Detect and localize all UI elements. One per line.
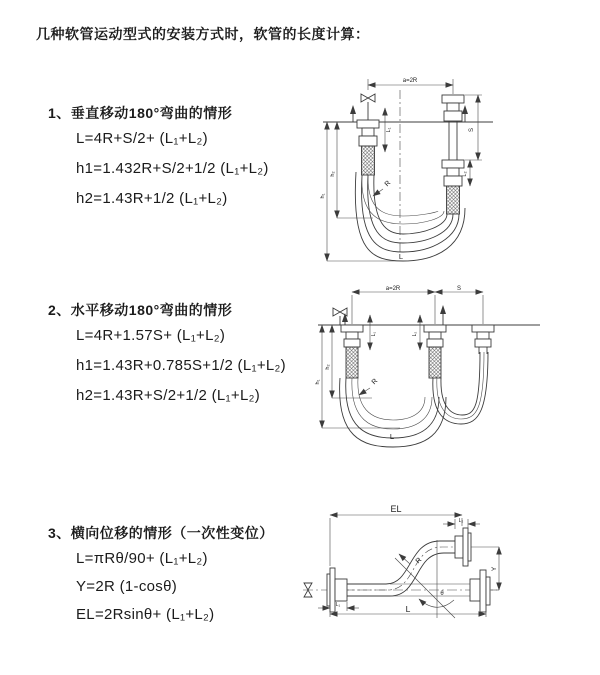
- braided-hose-section: [447, 186, 460, 214]
- dim-label-l1: L₁: [386, 127, 392, 133]
- section-1-formula-L: L=4R+S/2+ (L₁+L₂): [76, 130, 208, 147]
- top-right-flange: [455, 528, 471, 566]
- dim-label-l2: L₂: [458, 518, 464, 524]
- dim-label-l: L: [405, 604, 411, 614]
- middle-fitting: [424, 325, 446, 378]
- diagram-horizontal-180-bend: [312, 282, 592, 450]
- right-fitting: [442, 95, 464, 214]
- dim-label-span: a=2R: [385, 286, 401, 292]
- dim-label-l: L: [398, 252, 404, 261]
- section-1-heading: 1、垂直移动180°弯曲的情形: [48, 105, 233, 121]
- section-3-formula-Y: Y=2R (1-cosθ): [76, 578, 178, 595]
- section-1-formula-h2: h2=1.43R+1/2 (L₁+L₂): [76, 190, 228, 207]
- dim-label-s: S: [456, 286, 462, 292]
- right-flange: [470, 570, 490, 612]
- dim-label-h2: h₂: [330, 171, 336, 177]
- right-fitting: [472, 325, 494, 354]
- dim-label-h1: h₁: [315, 379, 321, 385]
- dim-label-l: L: [389, 432, 395, 441]
- dim-label-r: R: [383, 179, 393, 189]
- section-2-formula-L: L=4R+1.57S+ (L₁+L₂): [76, 327, 226, 344]
- dim-label-r: R: [370, 377, 380, 387]
- dim-label-span: a=2R: [402, 78, 418, 84]
- diagram-lateral-displacement: [300, 502, 595, 647]
- dim-label-h1: h₁: [320, 193, 326, 199]
- section-3-heading: 3、横向位移的情形（一次性变位）: [48, 525, 274, 541]
- radius-line: [395, 558, 455, 618]
- dim-label-l2: L₂: [462, 171, 468, 177]
- dim-label-theta: θ: [440, 591, 444, 597]
- left-fitting: [357, 120, 379, 175]
- dim-label-s: S: [469, 127, 475, 133]
- angle-arc: [419, 599, 454, 607]
- left-fitting: [341, 325, 363, 378]
- dim-label-el: EL: [390, 504, 402, 514]
- dim-label-r: R: [414, 556, 424, 566]
- section-1-formula-h1: h1=1.432R+S/2+1/2 (L₁+L₂): [76, 160, 269, 177]
- movement-arrow-up: [342, 305, 446, 325]
- section-2-formula-h1: h1=1.43R+0.785S+1/2 (L₁+L₂): [76, 357, 286, 374]
- braided-hose-section: [362, 146, 375, 175]
- section-2-formula-h2: h2=1.43R+S/2+1/2 (L₁+L₂): [76, 387, 261, 404]
- diagram-vertical-180-bend: [315, 68, 585, 263]
- section-3-formula-L: L=πRθ/90+ (L₁+L₂): [76, 550, 208, 567]
- dim-label-y: Y: [491, 566, 498, 572]
- dim-label-l1: L₁: [335, 602, 341, 608]
- page-title: 几种软管运动型式的安装方式时，软管的长度计算：: [36, 26, 370, 42]
- valve-icon: [361, 94, 375, 120]
- section-2-heading: 2、水平移动180°弯曲的情形: [48, 302, 233, 318]
- hose-s-curve: [347, 541, 455, 596]
- section-3-formula-EL: EL=2Rsinθ+ (L₁+L₂): [76, 606, 215, 623]
- dim-label-l2: L₂: [412, 331, 418, 337]
- dim-label-h2: h₂: [325, 364, 331, 370]
- dim-label-l1: L₁: [371, 331, 377, 337]
